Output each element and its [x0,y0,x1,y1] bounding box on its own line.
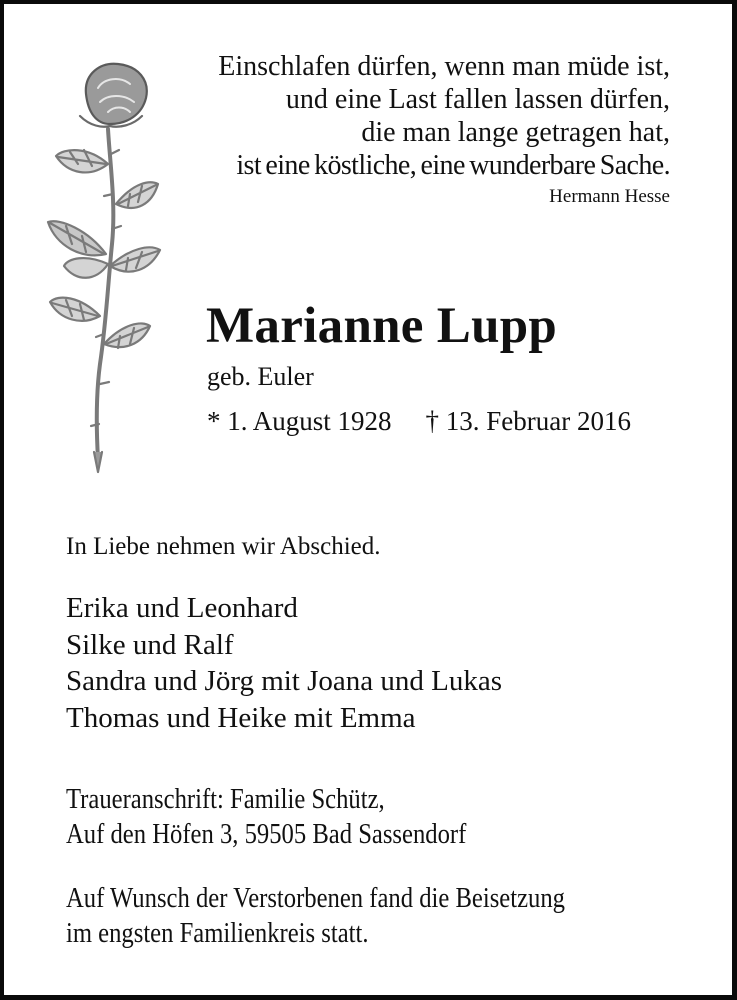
family-member: Thomas und Heike mit Emma [66,701,416,734]
farewell-text: In Liebe nehmen wir Abschied. [66,533,381,560]
death-date: † 13. Februar 2016 [425,406,631,436]
quote-line: und eine Last fallen lassen dürfen, [285,84,670,115]
quote-line: die man lange getragen hat, [361,117,670,148]
family-list [66,590,502,736]
burial-notice [66,881,633,951]
family-member: Sandra und Jörg mit Joana und Lukas [66,665,503,697]
life-dates [207,404,631,438]
maiden-name: geb. Euler [207,362,314,391]
address-line-1: Traueranschrift: Familie Schütz, [66,784,385,815]
deceased-name: Marianne Lupp [206,298,558,354]
address-line-2: Auf den Höfen 3, 59505 Bad Sassendorf [66,819,467,850]
family-member: Erika und Leonhard [66,592,298,624]
mourning-address [66,782,521,852]
birth-date: * 1. August 1928 [207,406,392,436]
quote-author: Hermann Hesse [549,186,670,207]
rose-icon [38,54,168,474]
notice-line-2: im engsten Familienkreis statt. [66,918,369,949]
family-member: Silke und Ralf [66,628,234,661]
quote-line: ist eine köstliche, eine wunderbare Sache. [236,150,670,181]
notice-line-1: Auf Wunsch der Verstorbenen fand die Beisetzung [66,883,565,914]
quote-line: Einschlafen dürfen, wenn man müde ist, [218,51,670,82]
quote-block [218,50,670,210]
